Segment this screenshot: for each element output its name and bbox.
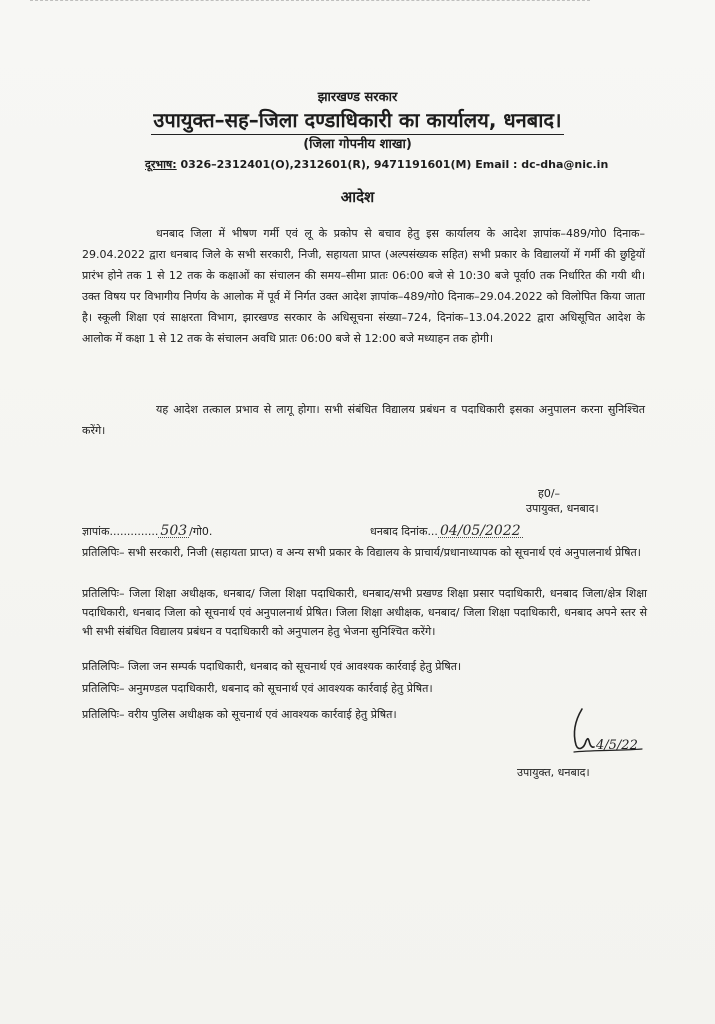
copy-text: सभी सरकारी, निजी (सहायता प्राप्त) व अन्य सभी प्रकार के विद्यालय के प्राचार्य/प्रधानाध्यापक को सूचनार्थ एवं अनुपालनार्थ प्रेषित।: [124, 546, 641, 559]
memo-dots: ..............: [109, 525, 159, 538]
signatory-designation: उपायुक्त, धनबाद।: [526, 502, 599, 515]
handwritten-signature: [560, 705, 650, 765]
contact-email: Email : dc-dha@nic.in: [471, 158, 609, 171]
final-designation: उपायुक्त, धनबाद।: [517, 766, 590, 779]
copy-line-3: [82, 657, 647, 676]
copy-label: प्रतिलिपिः–: [82, 660, 125, 673]
memo-number: 503: [160, 523, 188, 539]
government-name: झारखण्ड सरकार: [317, 90, 398, 105]
order-title: आदेश: [340, 188, 375, 206]
order-paragraph-2: यह आदेश तत्काल प्रभाव से लागू होगा। सभी संबंधित विद्यालय प्रबंधन व पदाधिकारी इसका अनुपालन करना सुनिश्चित करेंगे।: [82, 403, 645, 437]
scan-edge-marks: [30, 0, 590, 7]
date-dots: ...: [427, 525, 438, 538]
copy-line-1: [82, 543, 705, 562]
contact-line: [145, 157, 608, 172]
memo-date: 04/05/2022: [439, 523, 521, 539]
branch-name: (जिला गोपनीय शाखा): [303, 137, 412, 152]
memo-date-line: [370, 524, 523, 539]
office-title-text: उपायुक्त–सह–जिला दण्डाधिकारी का कार्यालय, धनबाद।: [151, 106, 563, 135]
order-paragraph-1: धनबाद जिला में भीषण गर्मी एवं लू के प्रकोप से बचाव हेतु इस कार्यालय के आदेश ज्ञापांक–489/गो0 दिनाक–29.04.2022 द्वारा धनबाद जिले के सभी सरकारी, निजी, सहायता प्राप्त (अल्पसंख्यक सहित) सभी प्रकार के विद्यालयों में गर्मी की छुट्टियों प्रारंभ होने तक 1 से 12 तक के कक्षाओं का संचालन की समय–सीमा प्रातः 06:00 बजे से 10:30 बजे पूर्वा0 तक निर्धारित की गयी थी। उक्त विषय पर विभागीय निर्णय के आलोक में पूर्व में निर्गत उक्त आदेश ज्ञापांक–489/गो0 दिनाक–29.04.2022 को विलोपित किया जाता है। स्कूली शिक्षा एवं साक्षरता विभाग, झारखण्ड सरकार के अधिसूचना संख्या–724, दिनांक–13.04.2022 द्वारा अधिसूचित आदेश के आलोक में कक्षा 1 से 12 तक के संचालन अवधि प्रातः 06:00 बजे से 12:00 बजे मध्याहन तक होगी।: [82, 227, 645, 345]
copy-text: जिला शिक्षा अधीक्षक, धनबाद/ जिला शिक्षा पदाधिकारी, धनबाद/सभी प्रखण्ड शिक्षा प्रसार पदाधिकारी, धनबाद जिला/क्षेत्र शिक्षा पदाधिकारी, धनबाद जिला को सूचनार्थ एवं अनुपालनार्थ प्रेषित। जिला शिक्षा अधीक्षक, धनबाद/ जिला शिक्षा पदाधिकारी, धनबाद अपने स्तर से भी सभी संबंधित विद्यालय प्रबंधन व पदाधिकारी को अनुपालन हेतु भेजना सुनिश्चित करेंगे।: [82, 587, 647, 638]
contact-label: दूरभाष:: [145, 158, 177, 171]
memo-number-line: [82, 524, 212, 539]
memo-suffix: /गो0.: [189, 525, 213, 538]
copy-line-2: [82, 584, 647, 641]
memo-label: ज्ञापांक: [82, 525, 110, 538]
signed-mark: ह0/–: [538, 487, 561, 500]
copy-label: प्रतिलिपिः–: [82, 587, 125, 600]
copy-text: वरीय पुलिस अधीक्षक को सूचनार्थ एवं आवश्यक कार्रवाई हेतु प्रेषित।: [124, 708, 397, 721]
copy-text: अनुमण्डल पदाधिकारी, धबनाद को सूचनार्थ एवं आवश्यक कार्रवाई हेतु प्रेषित।: [124, 682, 433, 695]
signature-date: 4/5/22: [596, 738, 638, 753]
copy-label: प्रतिलिपिः–: [82, 546, 125, 559]
contact-numbers: 0326–2312401(O),2312601(R), 9471191601(M): [176, 158, 472, 171]
date-label: धनबाद दिनांक: [370, 525, 428, 538]
copy-label: प्रतिलिपिः–: [82, 708, 125, 721]
copy-line-4: [82, 679, 647, 698]
office-title: [0, 106, 715, 135]
copy-text: जिला जन सम्पर्क पदाधिकारी, धनबाद को सूचनार्थ एवं आवश्यक कार्रवाई हेतु प्रेषित।: [124, 660, 462, 673]
copy-label: प्रतिलिपिः–: [82, 682, 125, 695]
